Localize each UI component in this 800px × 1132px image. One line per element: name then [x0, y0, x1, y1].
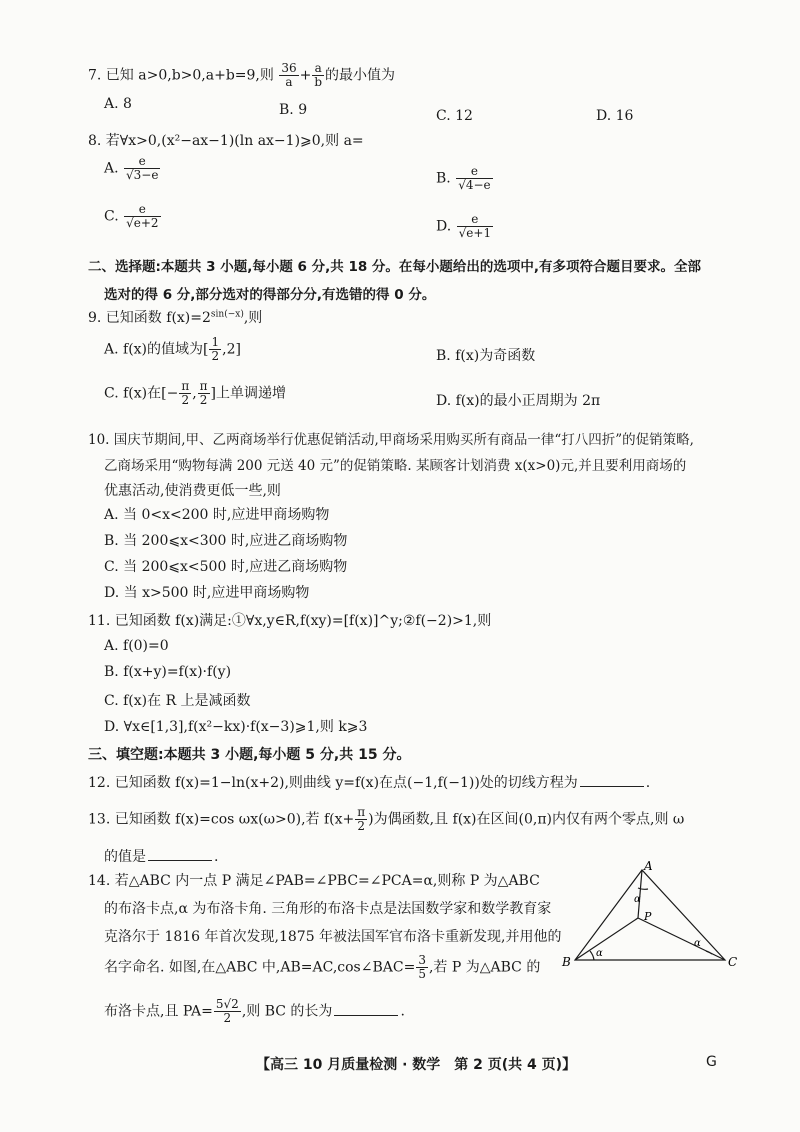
q10-option-a: A. 当 0<x<200 时,应进甲商场购物	[104, 507, 330, 523]
label-alpha-b: α	[596, 948, 603, 959]
brocard-triangle-figure	[560, 860, 740, 975]
q13-answer-blank[interactable]	[148, 848, 212, 861]
q7-option-a: A. 8	[104, 96, 132, 112]
angle-arc-b	[590, 951, 594, 960]
label-a: A	[644, 860, 653, 873]
q11-option-b: B. f(x+y)=f(x)·f(y)	[104, 664, 232, 680]
label-alpha-a: α	[634, 894, 641, 905]
q11-option-d: D. ∀x∈[1,3],f(x²−kx)·f(x−3)⩾1,则 k⩾3	[104, 719, 368, 735]
q14-line2: 的布洛卡点,α 为布洛卡角. 三角形的布洛卡点是法国数学家和数学教育家	[104, 901, 552, 917]
q10-line1: 10. 国庆节期间,甲、乙两商场举行优惠促销活动,甲商场采用购买所有商品一律“打八四折”的促销策略,	[88, 432, 694, 448]
q13-line2: 的值是 .	[104, 849, 219, 865]
q14-line5: 布洛卡点,且 PA= $\frac{5√2}{2}$ ,则 BC 的长为 .	[104, 997, 405, 1025]
q14-answer-blank[interactable]	[334, 1003, 398, 1016]
q8-option-b: B. $\frac{e}{√4-e}$	[436, 164, 491, 192]
q9-option-c: C. f(x)在[− $\frac{\pi}{2}$ , $\frac{\pi}{2}$ ]上单调递增	[104, 379, 287, 407]
q14-line3: 克洛尔于 1816 年首次发现,1875 年被法国军官布洛卡重新发现,并用他的	[104, 929, 562, 945]
section2-heading-line1: 二、选择题:本题共 3 小题,每小题 6 分,共 18 分。在每小题给出的选项中,有多项符合题目要求。全部	[88, 259, 702, 275]
q9-stem: 9. 已知函数 $f(x)=2^{sin(-x)}$,则	[88, 309, 263, 326]
q11-option-c: C. f(x)在 R 上是减函数	[104, 693, 251, 709]
q7-option-b: B. 9	[279, 102, 308, 118]
q7-option-d: D. 16	[596, 108, 634, 124]
label-p: P	[644, 910, 652, 923]
page-footer: 【高三 10 月质量检测 · 数学 第 2 页(共 4 页)】	[256, 1057, 577, 1073]
q7-option-c: C. 12	[436, 108, 473, 124]
q8-option-a: A. $\frac{e}{√3-e}$	[104, 154, 159, 182]
q10-option-c: C. 当 200⩽x<500 时,应进乙商场购物	[104, 559, 348, 575]
q12-answer-blank[interactable]	[580, 774, 644, 787]
q9-option-a: A. f(x)的值域为[ $\frac{1}{2}$ ,2]	[104, 335, 241, 363]
q13-line1: 13. 已知函数 f(x)=cos ωx(ω>0),若 f(x+ $\frac{\pi}{2}$ )为偶函数,且 f(x)在区间(0,π)内仅有两个零点,则 ω	[88, 805, 685, 833]
label-alpha-c: α	[694, 938, 701, 949]
angle-arc-a	[638, 888, 648, 889]
q7-frac-36-over-a: $\frac{36}{a}$	[281, 61, 297, 89]
label-b: B	[562, 955, 571, 969]
q8-option-c: C. $\frac{e}{√e+2}$	[104, 202, 159, 230]
q9-option-d: D. f(x)的最小正周期为 2π	[436, 393, 601, 409]
q10-option-d: D. 当 x>500 时,应进甲商场购物	[104, 585, 310, 601]
q8-stem: 8. 若∀x>0,(x²−ax−1)(ln ax−1)⩾0,则 a=	[88, 133, 364, 149]
q11-stem: 11. 已知函数 f(x)满足:①∀x,y∈R,f(xy)=[f(x)]^y;②f(−2)>1,则	[88, 613, 492, 629]
section3-heading: 三、填空题:本题共 3 小题,每小题 5 分,共 15 分。	[88, 747, 411, 763]
q7-stem: 7. 已知 a>0,b>0,a+b=9,则 $\frac{36}{a}$ + $\frac{a}{b}$ 的最小值为	[88, 61, 396, 89]
segment-pb	[575, 918, 638, 960]
q8-option-d: D. $\frac{e}{√e+1}$	[436, 212, 492, 240]
q7-frac-a-over-b: $\frac{a}{b}$	[314, 61, 323, 89]
q10-line2: 乙商场采用“购物每满 200 元送 40 元”的促销策略. 某顾客计划消费 x(x>0)元,并且要利用商场的	[104, 458, 687, 474]
q10-option-b: B. 当 200⩽x<300 时,应进乙商场购物	[104, 533, 348, 549]
q9-option-b: B. f(x)为奇函数	[436, 348, 536, 364]
section2-heading-line2: 选对的得 6 分,部分选对的得部分分,有选错的得 0 分。	[104, 287, 436, 303]
q11-option-a: A. f(0)=0	[104, 638, 169, 654]
angle-arc-c	[706, 951, 712, 954]
q14-line1: 14. 若△ABC 内一点 P 满足∠PAB=∠PBC=∠PCA=α,则称 P 为△ABC	[88, 873, 540, 889]
q12-stem: 12. 已知函数 f(x)=1−ln(x+2),则曲线 y=f(x)在点(−1,f(−1))处的切线方程为 .	[88, 775, 651, 791]
page-code: G	[706, 1054, 717, 1070]
q10-line3: 优惠活动,使消费更低一些,则	[104, 483, 281, 499]
q14-line4: 名字命名. 如图,在△ABC 中,AB=AC,cos∠BAC= $\frac{3}{5}$ ,若 P 为△ABC 的	[104, 953, 541, 981]
label-c: C	[728, 955, 738, 969]
